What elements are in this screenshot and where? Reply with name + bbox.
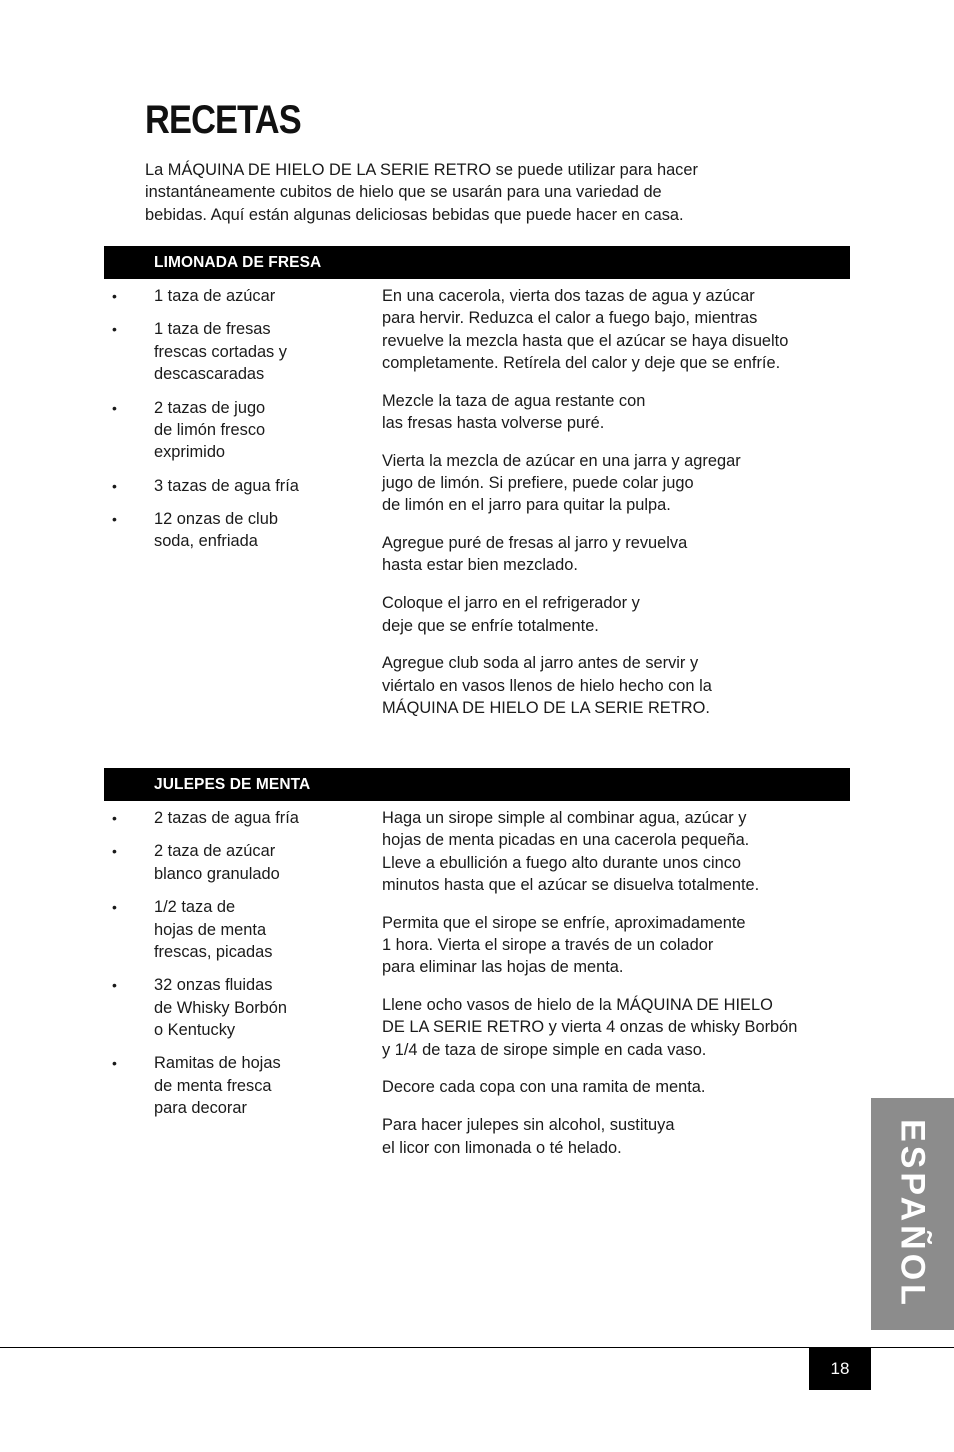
intro-paragraph: La MÁQUINA DE HIELO DE LA SERIE RETRO se puede utilizar para hacer instantáneamente cubitos de hielo que se usarán para una variedad de bebidas. Aquí están algunas deliciosas bebidas que puede hacer en casa. [145,161,698,224]
instruction-paragraph: Llene ocho vasos de hielo de la MÁQUINA DE HIELO DE LA SERIE RETRO y vierta 4 onzas de whisky Borbón y 1/4 de taza de sirope simple en cada vaso. [382,996,798,1059]
instruction-paragraph: Para hacer julepes sin alcohol, sustituya el licor con limonada o té helado. [382,1116,675,1157]
ingredient-text: 2 tazas de agua fría [154,809,299,827]
ingredient-item [104,1052,314,1119]
bullet-icon: • [112,843,117,860]
instruction-paragraph: Decore cada copa con una ramita de menta. [382,1078,706,1097]
bullet-icon: • [112,810,117,826]
recipe-title: JULEPES DE MENTA [154,776,311,793]
language-tab [871,1098,954,1330]
ingredient-text: Ramitas de hojas de menta fresca para decorar [154,1054,281,1118]
recipe-title: LIMONADA DE FRESA [154,254,322,271]
ingredient-item [104,285,314,307]
bullet-icon: • [112,288,117,304]
ingredient-item [104,475,314,497]
ingredient-item [104,974,314,1041]
page-title: RECETAS [145,98,301,142]
bullet-icon: • [112,399,117,416]
ingredient-item [104,840,314,885]
instruction-paragraph: Vierta la mezcla de azúcar en una jarra y agregar jugo de limón. Si prefiere, puede colar jugo de limón en el jarro para quitar la pulpa. [382,451,741,515]
ingredient-list [104,807,314,1131]
ingredient-text: 2 tazas de jugo de limón fresco exprimido [154,398,266,462]
ingredient-item [104,318,314,385]
instruction-paragraph: En una cacerola, vierta dos tazas de agua y azúcar para hervir. Reduzca el calor a fuego bajo, mientras revuelve la mezcla hasta que el azúcar se haya disuelto completamente. Retírela del calor y deje que se enfríe. [382,287,789,372]
instruction-paragraph: Agregue puré de fresas al jarro y revuelva hasta estar bien mezclado. [382,534,688,575]
recipe-header-bar [104,246,850,279]
bullet-icon: • [112,977,117,994]
language-tab-label: ESPAÑOL [893,1119,932,1309]
ingredient-text: 32 onzas fluidas de Whisky Borbón o Kentucky [154,976,288,1039]
instruction-paragraph: Agregue club soda al jarro antes de servir y viértalo en vasos llenos de hielo hecho con la MÁQUINA DE HIELO DE LA SERIE RETRO. [382,654,712,717]
page-number: 18 [809,1348,871,1390]
instruction-paragraph: Permita que el sirope se enfríe, aproximadamente 1 hora. Vierta el sirope a través de un colador para eliminar las hojas de menta. [382,913,746,977]
instructions [382,807,822,1174]
recipe-header-bar [104,768,850,801]
ingredient-item [104,807,314,829]
bullet-icon: • [112,321,117,338]
instruction-paragraph: Coloque el jarro en el refrigerador y deje que se enfríe totalmente. [382,594,640,635]
instructions [382,285,822,735]
ingredient-item [104,896,314,963]
instruction-paragraph: Haga un sirope simple al combinar agua, azúcar y hojas de menta picadas en una cacerola pequeña. Lleve a ebullición a fuego alto durante unos cinco minutos hasta que el azúcar se disuelva totalmente. [382,809,760,894]
ingredient-text: 1/2 taza de hojas de menta frescas, picadas [154,898,273,961]
ingredient-text: 12 onzas de club soda, enfriada [154,510,278,551]
bullet-icon: • [112,899,117,916]
ingredient-list [104,285,314,564]
ingredient-item [104,508,314,553]
bullet-icon: • [112,1055,117,1072]
ingredient-text: 1 taza de azúcar [154,287,276,305]
ingredient-text: 3 tazas de agua fría [154,476,299,495]
ingredient-item [104,397,314,464]
bullet-icon: • [112,511,117,528]
ingredient-text: 1 taza de fresas frescas cortadas y descascaradas [154,320,287,384]
ingredient-text: 2 taza de azúcar blanco granulado [154,842,280,883]
bullet-icon: • [112,477,117,494]
instruction-paragraph: Mezcle la taza de agua restante con las fresas hasta volverse puré. [382,391,646,432]
